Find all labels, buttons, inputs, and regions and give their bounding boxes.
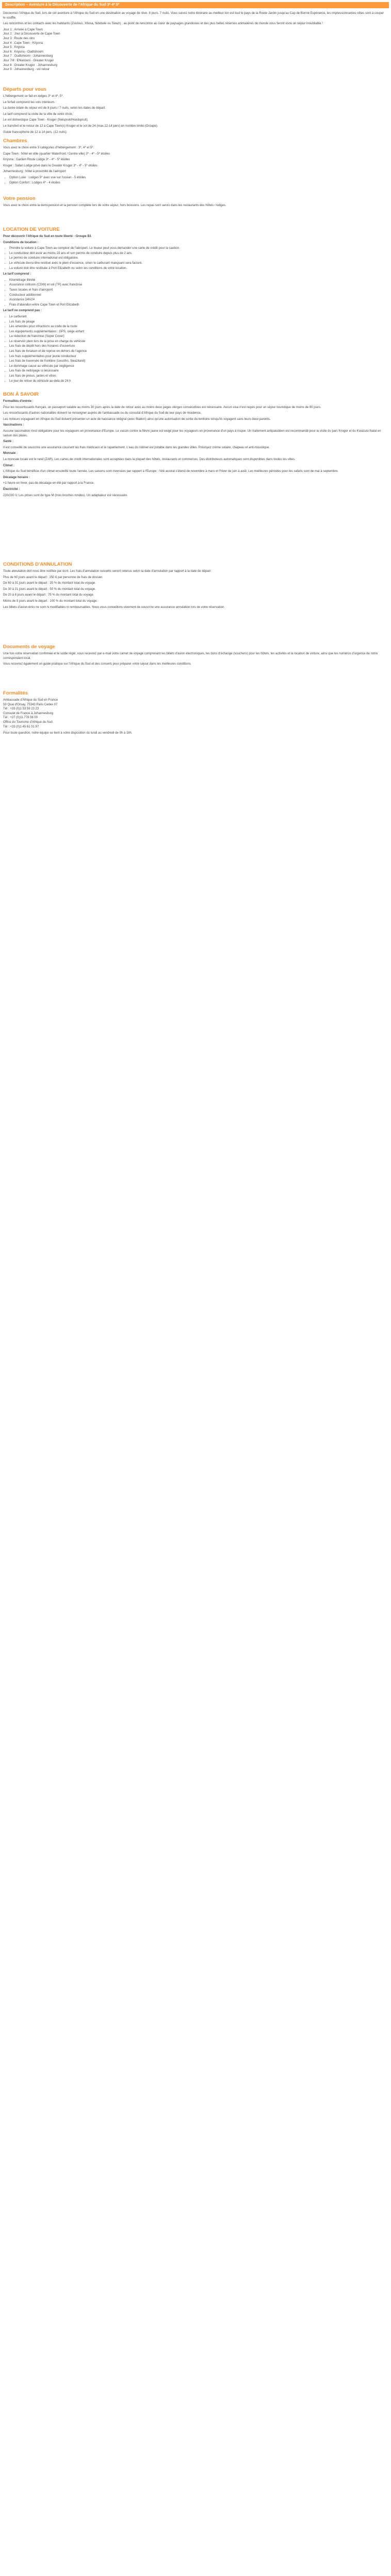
departure-paragraph: Le forfait comprend les vols intérieurs : xyxy=(3,100,57,104)
rental-condition: • Le conducteur doit avoir au moins 23 ans et son permis de conduire depuis plus de 2 ans. xyxy=(9,251,385,256)
health-paragraph: Il est conseillé de souscrire une assurance couvrant les frais médicaux et le rapatriement. L'eau du robinet est potable dans les grandes villes. Prévoyez crème solaire, chapeau et anti-moustique. xyxy=(3,446,270,449)
rental-not-included-list xyxy=(9,315,385,383)
rental-section xyxy=(3,227,385,385)
itinerary-day: Jour 7 : Oudtshoorn - Johannesburg xyxy=(3,55,53,58)
rooms-heading: Chambres xyxy=(3,138,27,144)
rental-not-included-heading: Le tarif ne comprend pas : xyxy=(3,309,42,313)
itinerary-day: Jour 9 : Johannesburg - vol retour xyxy=(3,68,50,72)
climate-paragraph: L'Afrique du Sud bénéficie d'un climat ensoleillé toute l'année. Les saisons sont inversées par rapport à l'Europe : l'été austral s'étend de novembre à mars et l'hiver de juin à août. Les meilleures périodes pour les safaris sont de mai à septembre. xyxy=(3,470,339,473)
documents-paragraph: Une fois votre réservation confirmée et le solde réglé, vous recevrez par e-mail votre carnet de voyage comprenant les billets d'avion électroniques, les bons d'échange (vouchers) pour les hôtels, les activités et la location de voiture, ainsi que les numéros d'urgence de notre correspondant local. xyxy=(3,652,378,660)
rental-not-included-item: • Les frais supplémentaires pour jeune conducteur xyxy=(9,354,385,359)
contacts-section xyxy=(3,690,385,737)
time-paragraph: +1 heure en hiver, pas de décalage en été par rapport à la France. xyxy=(3,482,94,485)
documents-heading: Documents de voyage xyxy=(3,644,55,650)
pension-heading: Votre pension xyxy=(3,196,36,201)
cancellation-paragraph: Les billets d'avion émis ne sont ni modifiables ni remboursables. Nous vous conseillons vivement de souscrire une assurance annulation lors de votre réservation. xyxy=(3,605,225,609)
closing-paragraph: Pour toute question, notre équipe se tient à votre disposition du lundi au vendredi de 9h à 18h. xyxy=(3,732,133,735)
rental-not-included-item: • Les frais de pneus, jantes et vitres xyxy=(9,374,385,379)
rental-condition: • La voiture doit être restituée à Port Elizabeth ou selon les conditions de votre location. xyxy=(9,266,385,271)
rental-not-included-item: • Les frais de péage xyxy=(9,320,385,325)
departure-paragraph: Le tarif comprend la visite de la ville de votre choix. xyxy=(3,112,73,116)
rooms-paragraph: Johannesburg : hôtel à proximité de l'aéroport xyxy=(3,170,66,174)
documents-paragraph: Vous recevrez également un guide pratique sur l'Afrique du Sud et des conseils pour préparer votre séjour dans les meilleures conditions. xyxy=(3,663,192,666)
rooms-options-list xyxy=(9,176,385,185)
electricity-paragraph: 220/230 V. Les prises sont de type M (trois broches rondes). Un adaptateur est nécessaire. xyxy=(3,494,128,497)
rental-not-included-item: • Les frais de traversée de frontière (Lesotho, Swaziland) xyxy=(9,359,385,364)
health-heading: Santé : xyxy=(3,440,14,444)
rental-included-item: • Taxes locales et frais d'aéroport xyxy=(9,288,385,293)
rooms-paragraph: Knysna : Garden Route Lodge 3* - 4* - 5* étoiles xyxy=(3,158,70,162)
vaccines-paragraph: Aucune vaccination n'est obligatoire pour les voyageurs en provenance d'Europe. Le vaccin contre la fièvre jaune est exigé pour les voyageurs en provenance d'un pays à risque. Un traitement antipaludéen est recommandé pour la visite du parc Kruger et du Kwazulu-Natal en saison des pluies. xyxy=(3,429,381,437)
formalities-paragraph: Les mineurs voyageant en Afrique du Sud doivent présenter un acte de naissance intégral (avec filiation) ainsi qu'une autorisation de sortie du territoire lorsqu'ils voyagent sans leurs deux parents. xyxy=(3,417,271,421)
contact-line: Tél : +33 (0)1 53 59 23 23 xyxy=(3,707,39,711)
itinerary-day: Jour 8 : Greater Kruger - Johannesburg xyxy=(3,63,58,67)
rooms-option: • Option Luxe : Lodges 5* avec vue sur l'océan - 5 étoiles xyxy=(9,176,385,180)
pension-section xyxy=(3,196,385,210)
contacts-heading: Formalités xyxy=(3,690,28,696)
cancellation-paragraph: De 20 à 8 jours avant le départ : 75 % du montant total du voyage. xyxy=(3,594,94,597)
rental-included-list xyxy=(9,278,385,308)
intro-paragraph: Les rencontres et les contacts avec les habitants (Zoulous, Xhosa, Ndebele ou Swazi) ; au point de rencontre au cœur de paysages grandioses et des plus belles réserves animalières du monde vous feront vivre un séjour inoubliable ! xyxy=(3,22,323,26)
rooms-option: • Option Confort : Lodges 4* - 4 étoiles xyxy=(9,181,385,185)
rental-conditions-list xyxy=(9,246,385,270)
rental-not-included-item: • Les équipements supplémentaires : GPS, siège enfant xyxy=(9,330,385,334)
cancellation-section xyxy=(3,562,385,611)
departure-heading: Départs pour vous xyxy=(3,87,46,92)
travel-info-heading: BON À SAVOIR xyxy=(3,392,39,397)
page-title: Description – Aventure à la Découverte de l'Afrique du Sud 3* 4* 5* xyxy=(2,2,389,8)
itinerary-day: Jour 5 : Knysna xyxy=(3,46,25,49)
pension-paragraph: Vous avez le choix entre la demi-pension et la pension complète lors de votre séjour, hors boissons. Les repas sont servis dans les restaurants des hôtels / lodges. xyxy=(3,204,226,207)
vaccines-heading: Vaccinations : xyxy=(3,423,24,427)
cancellation-heading: CONDITIONS D'ANNULATION xyxy=(3,562,72,567)
rental-not-included-item: • Les amendes pour infractions au code de la route xyxy=(9,325,385,329)
itinerary-list xyxy=(3,28,385,72)
rental-not-included-item: • La réduction de franchise (Super Cover) xyxy=(9,334,385,339)
formalities-paragraph: Les ressortissants d'autres nationalités doivent se renseigner auprès de l'ambassade ou du consulat d'Afrique du Sud de leur pays de résidence. xyxy=(3,412,202,415)
rental-not-included-item: • Le réservoir plein lors de la prise en charge du véhicule xyxy=(9,340,385,344)
rooms-paragraph: Vous avez le choix entre 3 catégories d'hébergement : 3*, 4* et 5*. xyxy=(3,146,94,149)
cancellation-paragraph: Toute annulation doit nous être notifiée par écrit. Les frais d'annulation suivants seront retenus selon la date d'annulation par rapport à la date de départ : xyxy=(3,570,213,573)
departure-paragraph: La durée totale du séjour est de 8 jours / 7 nuits, selon les dates de départ. xyxy=(3,107,106,110)
intro-section xyxy=(3,11,385,72)
rental-not-included-item: • Le dommage causé au véhicule par négligence xyxy=(9,364,385,369)
contact-line: Consulat de France à Johannesburg xyxy=(3,711,54,715)
time-heading: Décalage horaire : xyxy=(3,476,30,479)
rooms-paragraph: Cape Town : hôtel en ville (quartier Waterfront / Centre ville) 3* - 4* - 5* étoiles xyxy=(3,152,110,156)
rental-included-item: • Frais d'abandon entre Cape Town et Port Elizabeth xyxy=(9,303,385,308)
rental-not-included-item: • Les frais de livraison et de reprise en dehors de l'agence xyxy=(9,349,385,354)
rental-included-item: • Kilométrage illimité xyxy=(9,278,385,283)
itinerary-day: Jour 3 : Route des vins xyxy=(3,37,35,40)
itinerary-day: Jour 7/8 : Ehlanzeni - Greater Kruger xyxy=(3,59,54,62)
rooms-section xyxy=(3,138,385,187)
currency-heading: Monnaie : xyxy=(3,452,18,455)
departure-paragraph: Guide francophone de 12 à 14 pers. (12 nuits). xyxy=(3,130,68,134)
cancellation-paragraph: Plus de 60 jours avant le départ : 150 € par personne de frais de dossier. xyxy=(3,575,103,579)
rental-not-included-item: • Le carburant xyxy=(9,315,385,319)
rental-included-item: • Conducteur additionnel xyxy=(9,293,385,298)
rooms-paragraph: Kruger : Safari Lodge privé dans le Greater Kruger 3* - 4* - 5* étoiles xyxy=(3,164,97,167)
itinerary-day: Jour 4 : Cape Town - Knysna xyxy=(3,41,43,45)
rental-heading: LOCATION DE VOITURE xyxy=(3,227,60,232)
rental-condition: • Le véhicule devra être restitué avec le plein d'essence, sinon le carburant manquant sera facturé. xyxy=(9,261,385,266)
rental-included-heading: Le tarif comprend : xyxy=(3,273,31,276)
departure-paragraph: L'hébergement se fait en lodges 3* et 4*, 5*. xyxy=(3,95,64,98)
contact-line: Ambassade d'Afrique du Sud en France xyxy=(3,699,58,702)
documents-section xyxy=(3,644,385,668)
intro-paragraph: Découvrez l'Afrique du Sud, lors de cet aventure à l'Afrique du Sud en une destination au voyage de rêve. 8 jours. 7 nuits. Vous suivez notre itinéraire au meilleur ton est tout le pays de la Route Jardin jusqu'au Cap de Bonne Espérance, les impressionnantes côtes sont à couper le souffle. xyxy=(3,12,384,20)
rental-condition: • Prendre la voiture à Cape Town au comptoir de l'aéroport. Le loueur peut vous demander une carte de crédit pour la caution. xyxy=(9,246,385,251)
rental-subtitle: Pour découvrir l'Afrique du Sud en toute liberté - Groupe B1 xyxy=(3,235,92,238)
departure-paragraph: Le vol domestique Cape Town - Kruger (Nelspruit/Hoedspruit). xyxy=(3,118,89,122)
itinerary-day: Jour 1 : Arrivée à Cape Town xyxy=(3,28,43,31)
contact-line: Tél : +27 (0)11 778 56 00 xyxy=(3,716,38,720)
contact-line: Office du Tourisme d'Afrique du Sud xyxy=(3,720,53,724)
electricity-heading: Électricité : xyxy=(3,487,20,491)
rental-included-item: • Assurance collision (CDW) et vol (TP) avec franchise xyxy=(9,283,385,287)
contact-line: Tél : +33 (0)1 45 61 01 97 xyxy=(3,725,39,728)
currency-paragraph: La monnaie locale est le rand (ZAR). Les cartes de crédit internationales sont acceptées dans la plupart des hôtels, restaurants et commerces. Des distributeurs automatiques sont disponibles dans toutes les villes. xyxy=(3,457,296,461)
cancellation-paragraph: De 60 à 31 jours avant le départ : 25 % du montant total du voyage. xyxy=(3,582,96,585)
formalities-paragraph: Pour les ressortissants français, un passeport valable au moins 30 jours après la date de retour avec au moins deux pages vierges consécutives est nécessaire. Aucun visa n'est requis pour un séjour touristique de moins de 90 jours. xyxy=(3,405,321,409)
rental-included-item: • Assistance 24h/24 xyxy=(9,298,385,302)
cancellation-paragraph: Moins de 8 jours avant le départ : 100 % du montant total du voyage. xyxy=(3,599,98,603)
climate-heading: Climat : xyxy=(3,464,15,467)
rental-not-included-item: • Les frais de dépôt hors des horaires d'ouverture xyxy=(9,344,385,349)
rental-not-included-item: • Le jour de retour du véhicule au-delà de 24 h xyxy=(9,379,385,384)
departure-section xyxy=(3,87,385,136)
travel-info-section xyxy=(3,392,385,499)
itinerary-day: Jour 6 : Knysna - Oudtshoorn xyxy=(3,50,44,54)
rental-condition: • Le permis de conduire international est obligatoire. xyxy=(9,256,385,261)
departure-paragraph: Le transfert et le retour de 12 à Cape Town(s) Kruger et le vol de 24 (max.12-14 pers) en nombre limité (Groupe). xyxy=(3,124,158,128)
rental-not-included-item: • Les frais de nettoyage si nécessaire xyxy=(9,369,385,374)
rental-conditions-heading: Conditions de location : xyxy=(3,241,39,244)
itinerary-day: Jour 2 : Jour à Découverte de Cape Town xyxy=(3,32,60,36)
contact-line: 59 Quai d'Orsay, 75343 Paris Cedex 07 xyxy=(3,703,58,706)
formalities-heading: Formalités d'entrée : xyxy=(3,400,34,403)
cancellation-paragraph: De 30 à 21 jours avant le départ : 50 % du montant total du voyage. xyxy=(3,587,96,591)
